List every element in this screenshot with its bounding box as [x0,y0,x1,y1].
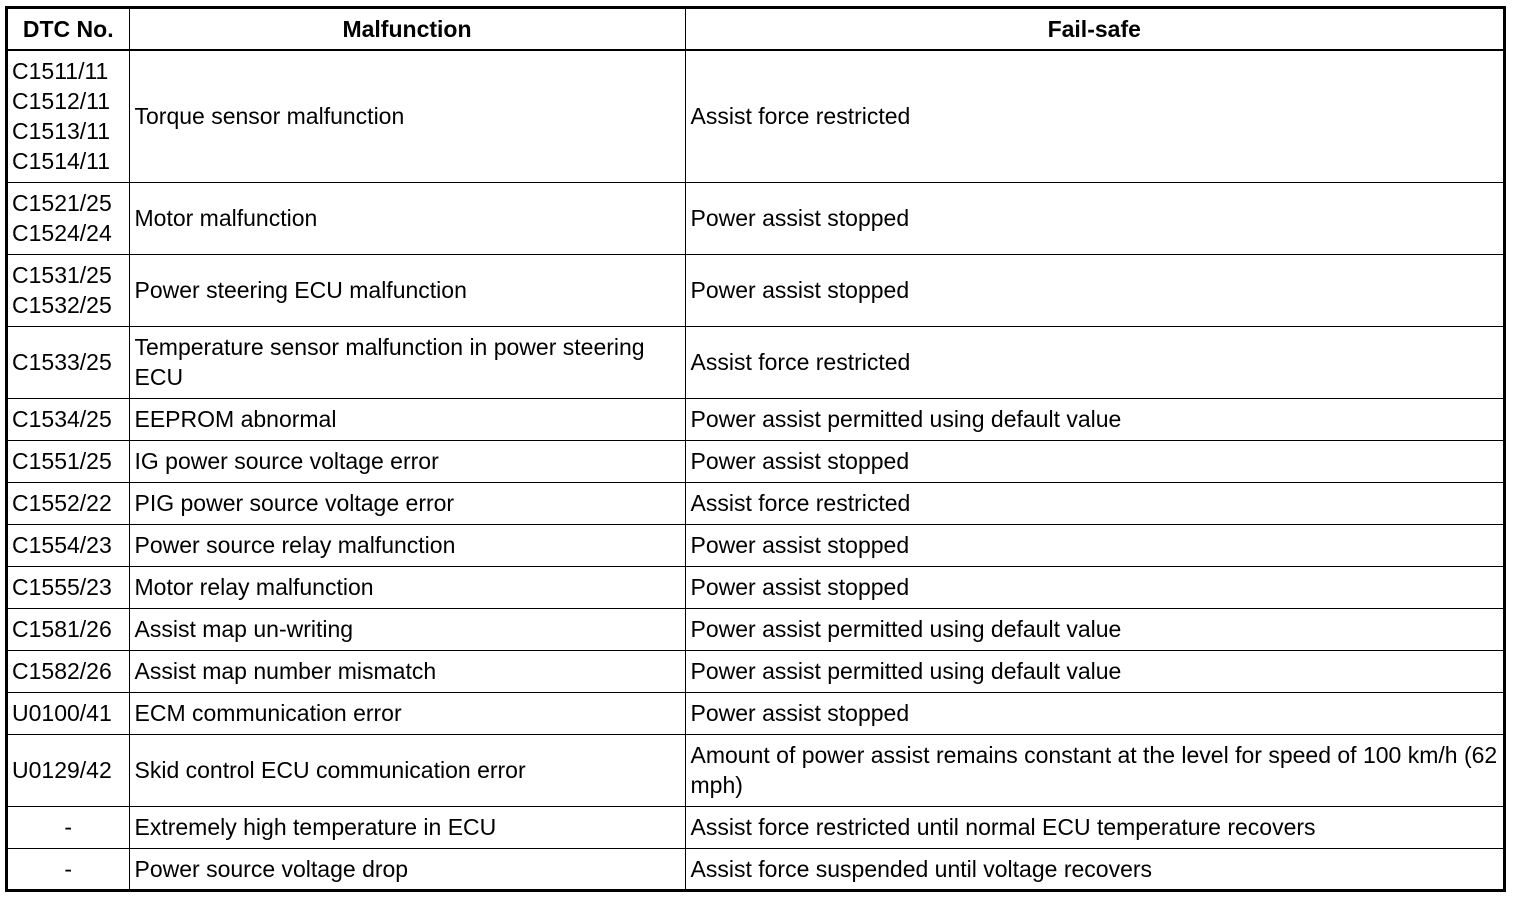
table-body [8,50,1503,890]
failsafe-cell: Power assist stopped [685,692,1503,734]
failsafe-cell: Assist force restricted [685,50,1503,182]
table-row [8,734,1503,806]
dtc-cell [8,650,129,692]
table-row [8,692,1503,734]
dtc-code: C1532/25 [12,292,112,318]
dtc-code: C1554/23 [12,532,112,558]
dtc-code: C1512/11 [12,88,111,115]
table-row [8,566,1503,608]
malfunction-cell: PIG power source voltage error [129,482,685,524]
table-row [8,50,1503,182]
dtc-cell [8,566,129,608]
table-row [8,326,1503,398]
malfunction-cell: Motor relay malfunction [129,566,685,608]
malfunction-cell: Assist map un-writing [129,608,685,650]
table-row [8,482,1503,524]
failsafe-cell: Power assist permitted using default value [685,608,1503,650]
malfunction-cell: IG power source voltage error [129,440,685,482]
dtc-code: C1511/11 [12,58,109,85]
dtc-code: C1514/11 [12,148,111,175]
dtc-cell [8,692,129,734]
failsafe-cell: Assist force restricted until normal ECU temperature recovers [685,806,1503,848]
table-row [8,398,1503,440]
dtc-code: - [64,814,73,840]
failsafe-cell: Power assist stopped [685,440,1503,482]
failsafe-cell: Power assist permitted using default value [685,398,1503,440]
dtc-cell [8,734,129,806]
table-row [8,806,1503,848]
dtc-cell [8,482,129,524]
dtc-code: C1581/26 [12,616,112,642]
malfunction-cell: ECM communication error [129,692,685,734]
table-row [8,524,1503,566]
malfunction-cell: Temperature sensor malfunction in power steering ECU [129,326,685,398]
dtc-cell [8,50,129,182]
table-row [8,254,1503,326]
dtc-code: C1521/25 [12,190,112,216]
failsafe-cell: Amount of power assist remains constant at the level for speed of 100 km/h (62 mph) [685,734,1503,806]
dtc-code: U0129/42 [12,757,112,783]
failsafe-cell: Power assist stopped [685,254,1503,326]
malfunction-cell: Power source relay malfunction [129,524,685,566]
dtc-cell [8,848,129,890]
malfunction-cell: Power source voltage drop [129,848,685,890]
dtc-code: C1531/25 [12,262,112,288]
malfunction-cell: Assist map number mismatch [129,650,685,692]
dtc-cell [8,524,129,566]
dtc-code: C1533/25 [12,349,112,375]
malfunction-cell: Torque sensor malfunction [129,50,685,182]
dtc-failsafe-table-frame [5,6,1506,892]
failsafe-cell: Assist force suspended until voltage recovers [685,848,1503,890]
table-row [8,650,1503,692]
header-failsafe: Fail-safe [685,9,1503,50]
dtc-cell [8,806,129,848]
dtc-code: C1555/23 [12,574,112,600]
failsafe-cell: Power assist stopped [685,566,1503,608]
dtc-cell [8,182,129,254]
table-row [8,440,1503,482]
dtc-code: C1534/25 [12,406,112,432]
malfunction-cell: Power steering ECU malfunction [129,254,685,326]
table-row [8,848,1503,890]
dtc-code: C1582/26 [12,658,112,684]
dtc-code: C1513/11 [12,118,111,145]
malfunction-cell: Extremely high temperature in ECU [129,806,685,848]
dtc-cell [8,326,129,398]
dtc-code: U0100/41 [12,700,112,726]
dtc-cell [8,440,129,482]
failsafe-cell: Assist force restricted [685,326,1503,398]
malfunction-cell: Skid control ECU communication error [129,734,685,806]
table-row [8,182,1503,254]
failsafe-cell: Assist force restricted [685,482,1503,524]
failsafe-cell: Power assist permitted using default value [685,650,1503,692]
header-dtc: DTC No. [8,9,129,50]
table-row [8,608,1503,650]
dtc-code: C1524/24 [12,220,112,246]
dtc-code: C1552/22 [12,490,112,516]
failsafe-cell: Power assist stopped [685,524,1503,566]
dtc-code: - [64,856,73,883]
malfunction-cell: EEPROM abnormal [129,398,685,440]
failsafe-cell: Power assist stopped [685,182,1503,254]
dtc-failsafe-table [8,9,1503,890]
header-malfunction: Malfunction [129,9,685,50]
malfunction-cell: Motor malfunction [129,182,685,254]
header-row [8,9,1503,50]
dtc-cell [8,254,129,326]
dtc-code: C1551/25 [12,448,112,474]
dtc-cell [8,398,129,440]
dtc-cell [8,608,129,650]
